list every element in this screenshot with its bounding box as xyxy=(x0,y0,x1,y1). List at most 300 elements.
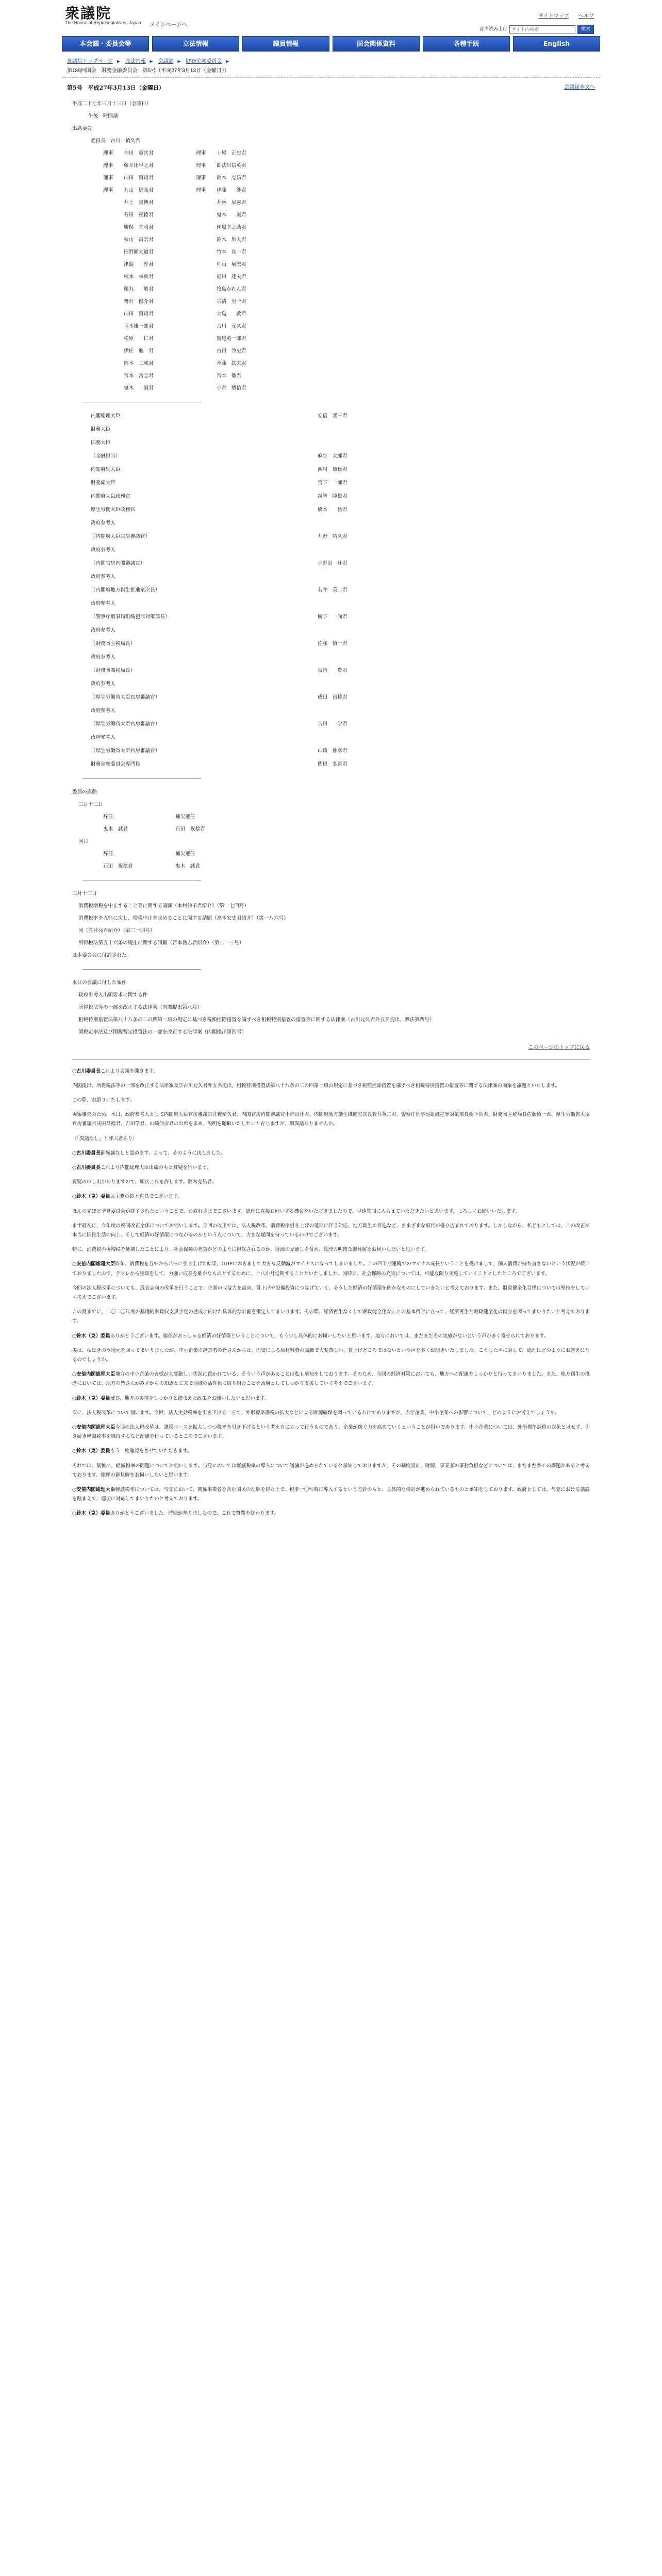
member-role xyxy=(196,246,217,259)
member-role xyxy=(196,358,217,370)
member-role xyxy=(103,234,124,246)
member-role xyxy=(196,333,217,345)
speaker-name: ○鈴木（克）委員 xyxy=(72,1333,110,1339)
attendee-name xyxy=(318,436,379,450)
attendee-name xyxy=(318,570,379,584)
member-role: 理事 xyxy=(196,188,206,193)
government-row xyxy=(72,584,590,597)
member-role xyxy=(103,320,124,333)
government-row xyxy=(72,503,590,517)
member-name: 宮本 岳志君 xyxy=(124,373,154,379)
section-divider xyxy=(82,778,201,779)
attendee-position: （内閣府大臣官房審議官） xyxy=(91,534,151,539)
member-name: 福田 達夫君 xyxy=(217,274,246,280)
breadcrumb-top[interactable]: 衆議院トップページ xyxy=(67,59,113,64)
government-row xyxy=(72,423,590,436)
member-role xyxy=(103,246,124,259)
member-role xyxy=(196,320,217,333)
attendee-name: 山崎 伸彦君 xyxy=(318,748,347,754)
change-resigned-label: 辞任 xyxy=(103,851,113,857)
government-row xyxy=(72,611,590,624)
member-name: 藤井比早之君 xyxy=(124,163,154,168)
attendee-position: 政府参考人 xyxy=(91,735,115,740)
member-role xyxy=(103,382,124,395)
member-name: 竹本 直一君 xyxy=(217,249,246,255)
member-name: 玉木雄一郎君 xyxy=(124,324,154,329)
government-row xyxy=(72,718,590,731)
speech-paragraph xyxy=(72,1192,590,1201)
agenda-item: 関税定率法及び関税暫定措置法の一部を改正する法律案（内閣提出第四号） xyxy=(78,1029,247,1035)
attendee-position: （財務省関税局長） xyxy=(91,668,136,673)
speech-text: それでは、最後に、軽減税率の問題についてお伺いします。与党においては軽減税率の導入について議論が進められていると承知しておりますが、その制度設計、財源、事業者の事務負担などについては、まだまだ多くの課題があると考えております。総理の御見解をお伺いしたいと思います。 xyxy=(72,1463,590,1478)
referred-tail: は本委員会に付託された。 xyxy=(72,953,132,958)
breadcrumb-arrow-icon: ▸ xyxy=(177,59,180,64)
attendee-name: 宮内 豊君 xyxy=(318,668,347,673)
change-substitute-name: 鬼木 誠君 xyxy=(175,863,200,869)
speech-paragraph xyxy=(72,1149,590,1158)
committee-row xyxy=(72,184,590,197)
speech-text: ほんの先ほど予算委員会が終了されたということで、お疲れさまでございます。総理に直接お伺いする機会をいただきましたので、早速質問に入らせていただきたいと思います。よろしくお願いいたします。 xyxy=(72,1208,520,1214)
attendee-name xyxy=(318,731,379,744)
speech-text: まず最初に、今年度の税制改正全体についてお伺いします。今回の改正では、法人税改革、消費税率引き上げの延期に伴う対応、地方創生の推進など、さまざまな項目が盛り込まれております。しかしながら、私どもとしては、この改正が本当に国民生活の向上、そして経済の好循環につながるのかという点について、大きな疑問を持っているわけでございます。 xyxy=(72,1223,590,1238)
member-role xyxy=(196,259,217,271)
member-name: 井上 貴博君 xyxy=(124,200,154,206)
attendee-name: 吉田 学君 xyxy=(318,721,347,727)
attendee-name xyxy=(318,423,379,436)
speech-paragraph xyxy=(72,1370,590,1388)
government-row xyxy=(72,637,590,651)
committee-row xyxy=(72,345,590,358)
member-role xyxy=(103,345,124,358)
committee-row xyxy=(72,320,590,333)
member-role xyxy=(196,234,217,246)
attendee-position: 財務大臣 xyxy=(91,427,111,432)
member-name: 斉藤 鉄夫君 xyxy=(217,361,246,366)
speaker-name: ○古川委員長 xyxy=(72,1164,101,1171)
attendee-name xyxy=(318,544,379,557)
government-row xyxy=(72,490,590,503)
attendee-name: 越智 隆雄君 xyxy=(318,494,347,499)
committee-row xyxy=(72,209,590,222)
speech-paragraph xyxy=(72,1081,590,1091)
member-name: 松原 仁君 xyxy=(124,336,154,342)
nav-materials[interactable]: 国会関係資料 xyxy=(333,36,420,52)
meeting-open-time: 午後一時開議 xyxy=(78,113,118,119)
breadcrumb xyxy=(67,58,233,66)
committee-row xyxy=(72,160,590,172)
member-name: 丸山 穂高君 xyxy=(124,188,154,193)
speech-text: 今回の法人税改革は、課税ベースを拡大しつつ税率を引き下げるという考え方に立って行うものであり、企業が稼ぐ力を高めていくということが狙いであります。中小企業については、外形標準課税の対象とはせず、引き続き軽減税率を維持するなど配慮を行っているところでございます。 xyxy=(72,1424,590,1440)
member-role xyxy=(103,283,124,296)
speech-paragraph xyxy=(72,1447,590,1456)
attendee-position: 政府参考人 xyxy=(91,654,115,660)
member-role: 理事 xyxy=(103,188,113,193)
attendee-name xyxy=(318,651,379,664)
member-role xyxy=(103,308,124,320)
speaker-name: ○安倍内閣総理大臣 xyxy=(72,1371,115,1378)
speech-paragraph xyxy=(72,1409,590,1418)
agenda-heading: 本日の会議に付した案件 xyxy=(72,980,127,986)
member-role xyxy=(103,259,124,271)
change-date: 同日 xyxy=(78,839,89,844)
change-substitute-label: 補欠選任 xyxy=(175,814,195,820)
government-row xyxy=(72,570,590,584)
committee-row xyxy=(72,271,590,283)
attendee-name xyxy=(318,677,379,691)
speech-paragraph xyxy=(72,1067,590,1076)
member-name: 伊藤 渉君 xyxy=(217,188,246,193)
committee-row xyxy=(72,296,590,308)
attendee-position: 財務副大臣 xyxy=(91,480,115,486)
member-role xyxy=(103,333,124,345)
petition-item: 消費税増税を中止すること等に関する請願（本村伸子君紹介）（第一七四号） xyxy=(78,903,249,909)
committee-row xyxy=(72,246,590,259)
nav-members[interactable]: 議員情報 xyxy=(242,36,329,52)
change-names xyxy=(72,823,590,836)
member-name: 宗清 皇一君 xyxy=(217,299,246,304)
attendee-name: 佐藤 慎一君 xyxy=(318,641,347,647)
attendee-position: 政府参考人 xyxy=(91,520,115,526)
petition-item: 同（笠井亮君紹介）（第二一四号） xyxy=(78,928,155,934)
government-row xyxy=(72,436,590,450)
issue-title: 第5号 平成27年3月13日（金曜日） xyxy=(67,84,164,91)
referred-date: 三月十二日 xyxy=(72,891,97,896)
speech-paragraph xyxy=(72,1394,590,1403)
speech-text: ありがとうございました。時間が参りましたので、これで質問を終わります。 xyxy=(110,1511,279,1517)
attendee-position: 政府参考人 xyxy=(91,708,115,714)
member-role xyxy=(196,271,217,283)
sitemap-link[interactable]: サイトマップ xyxy=(538,13,569,19)
nav-plenary[interactable]: 本会議・委員会等 xyxy=(62,36,149,52)
speaker-name: ○鈴木（克）委員 xyxy=(72,1194,110,1200)
attendee-position: 内閣総理大臣 xyxy=(91,413,121,419)
site-logo-english: The House of Representatives, Japan xyxy=(65,20,141,25)
government-row xyxy=(72,758,590,771)
member-role: 理事 xyxy=(103,175,113,181)
member-name: 宮本 徹君 xyxy=(217,373,241,379)
member-name: 鷲尾英一郎君 xyxy=(217,336,246,342)
breadcrumb-legislation[interactable]: 立法情報 xyxy=(125,59,146,64)
government-row xyxy=(72,463,590,477)
attendee-name xyxy=(318,517,379,530)
member-role: 理事 xyxy=(196,163,206,168)
member-changes xyxy=(72,799,590,873)
attendee-name: 関根 弘喜君 xyxy=(318,761,347,767)
speaker-name: ○鈴木（克）委員 xyxy=(72,1395,110,1401)
attendee-name xyxy=(318,704,379,718)
government-row xyxy=(72,691,590,704)
petition-item: 消費税率を五％に戻し、増税中止を求めることに関する請願（高本宏史君紹介）（第一八六号） xyxy=(78,916,289,921)
nav-legislation[interactable]: 立法情報 xyxy=(152,36,239,52)
speaker-name: ○安倍内閣総理大臣 xyxy=(72,1424,115,1430)
attendee-position: （厚生労働省大臣官房審議官） xyxy=(91,694,160,700)
speech-text: 次に、法人税改革について伺います。今回、法人実効税率を引き下げる一方で、外形標準課税の拡大などによる財源確保を図っているわけでありますが、赤字企業、中小企業への影響について、どのようにお考えでしょうか。 xyxy=(72,1410,560,1416)
attendee-name: 安倍 晋三君 xyxy=(318,413,347,419)
change-substitute-label: 補欠選任 xyxy=(175,851,195,857)
member-role xyxy=(103,209,124,222)
attendee-name xyxy=(318,624,379,637)
member-name: 伊佐 進一君 xyxy=(124,348,154,354)
member-role xyxy=(196,222,217,234)
breadcrumb-arrow-icon: ▸ xyxy=(226,59,229,64)
section-divider xyxy=(72,1059,590,1060)
member-name: 大島 敦君 xyxy=(217,311,246,317)
attendee-position: 財務金融委員会専門員 xyxy=(91,761,140,767)
voice-reading-label[interactable]: 音声読み上げ xyxy=(479,26,507,31)
attendee-name: 宮下 一郎君 xyxy=(318,480,347,486)
speech-paragraph xyxy=(72,1509,590,1518)
attendee-position: 政府参考人 xyxy=(91,681,115,687)
member-name: 鈴木 克昌君 xyxy=(217,175,246,181)
attendee-position: （厚生労働省大臣官房審議官） xyxy=(91,748,160,754)
government-row xyxy=(72,624,590,637)
attending-members-heading: 出席委員 xyxy=(72,126,92,131)
attendee-name: 若井 英二君 xyxy=(318,587,347,593)
committee-members xyxy=(72,147,590,395)
search-button[interactable]: 検索 xyxy=(577,25,594,34)
government-row xyxy=(72,597,590,611)
member-role: 理事 xyxy=(196,150,206,156)
speech-text: 質疑の申し出がありますので、順次これを許します。鈴木克昌君。 xyxy=(72,1179,217,1185)
member-role: 理事 xyxy=(196,175,206,181)
speech-paragraph xyxy=(72,1222,590,1240)
petition-item: 所得税法第五十六条の廃止に関する請願（宮本岳志君紹介）（第二一三号） xyxy=(78,940,244,946)
speech-paragraph xyxy=(72,1134,590,1144)
government-row xyxy=(72,544,590,557)
attendee-position: 内閣府大臣政務官 xyxy=(91,494,130,499)
speech-text: ぜひ、地方の実情をしっかりと踏まえた政策をお願いしたいと思います。 xyxy=(110,1395,270,1401)
committee-row xyxy=(72,172,590,184)
attendee-name: 西村 康稔君 xyxy=(318,467,347,472)
member-name: 御法川信英君 xyxy=(217,163,246,168)
speech-text: これより内閣総理大臣出席のもと質疑を行います。 xyxy=(101,1164,211,1171)
attendee-position: （警察庁刑事局組織犯罪対策部長） xyxy=(91,614,170,620)
speaker-name: ○安倍内閣総理大臣 xyxy=(72,1261,115,1267)
committee-row xyxy=(72,222,590,234)
government-row xyxy=(72,517,590,530)
member-name: 岡本 三成君 xyxy=(124,361,154,366)
change-header xyxy=(72,811,590,823)
member-changes-heading: 委員の異動 xyxy=(72,789,97,795)
government-attendees xyxy=(72,410,590,771)
speech-text: 両案審査のため、本日、政府参考人として内閣府大臣官房審議官井野靖久君、内閣官房内閣審議官小野田壮君、内閣府地方創生推進室次長若井英二君、警察庁刑事局組織犯罪対策部長樹下尚君、財務省主税局長佐藤慎一君、厚生労働省大臣官房審議官成田昌稔君、吉田学君、山崎伸彦君の出席を求め、説明を聴取いたしたいと存じますが、御異議ありませんか。 xyxy=(72,1112,590,1127)
attendee-position: 内閣府副大臣 xyxy=(91,467,121,472)
speech-text: これより会議を開きます。 xyxy=(101,1068,158,1074)
committee-row xyxy=(72,147,590,160)
committee-row xyxy=(72,234,590,246)
member-name: 土屋 正忠君 xyxy=(217,150,246,156)
speaker-name: ○鈴木（克）委員 xyxy=(72,1511,110,1517)
speech-text: この際、お諮りいたします。 xyxy=(72,1097,135,1103)
attendee-position: （金融担当） xyxy=(91,453,121,459)
member-role xyxy=(196,197,217,209)
breadcrumb-committee[interactable]: 財務金融委員会 xyxy=(186,59,222,64)
attendee-name xyxy=(318,597,379,611)
minutes-body xyxy=(72,98,590,1524)
member-role: 理事 xyxy=(103,150,113,156)
help-link[interactable]: ヘルプ xyxy=(578,13,594,19)
government-row xyxy=(72,744,590,758)
member-role xyxy=(196,296,217,308)
agenda-item: 政府参考人出頭要求に関する件 xyxy=(78,992,148,998)
search-input[interactable] xyxy=(509,25,575,33)
speech-paragraph xyxy=(72,1207,590,1216)
change-resigned-name: 鬼木 誠君 xyxy=(103,826,128,832)
member-name: 勝俣 孝明君 xyxy=(124,225,154,230)
attendee-name: 井野 靖久君 xyxy=(318,534,347,539)
attendee-position: 政府参考人 xyxy=(91,547,115,553)
member-role: 理事 xyxy=(103,163,113,168)
section-divider xyxy=(82,969,201,970)
attendee-position: （厚生労働省大臣官房審議官） xyxy=(91,721,160,727)
speech-text: 昨年、消費税を五％から八％に引き上げた結果、GDPにおきまして大きな反動減がマイナスになってしまいました。この四半期連続でのマイナス成長ということを受けまして、個人消費が持ち直さないという状況が続いておりましたので、デフレから脱却をして、力強い成長を確かなものとするために、十八か月延期することといたしました。同時に、社会保障の充実については、可能な限り実施していくこととしたところでございます。 xyxy=(72,1261,590,1277)
attendee-position: 政府参考人 xyxy=(91,628,115,633)
breadcrumb-arrow-icon: ▸ xyxy=(117,59,120,64)
member-name: 中山 展宏君 xyxy=(217,262,246,267)
attendee-position: 国務大臣 xyxy=(91,440,111,446)
change-resigned-label: 辞任 xyxy=(103,814,113,820)
speech-paragraph xyxy=(72,1308,590,1326)
speech-paragraph xyxy=(72,1245,590,1255)
government-row xyxy=(72,731,590,744)
attendee-name: 麻生 太郎君 xyxy=(318,453,347,459)
speech-text: 特に、消費税の再増税を延期したことにより、社会保障の充実がどのように担保されるのか。財源の見通しを含め、総理の明確な御見解をお伺いしたいと思います。 xyxy=(72,1247,429,1253)
speech-text: この夏までに、二〇二〇年度の基礎的財政収支黒字化の達成に向けた具体的な計画を策定してまいります。その際、経済再生なくして財政健全化なしとの基本哲学に立って、経済再生と財政健全化の両立を図ってまいりたいと考えております。 xyxy=(72,1309,590,1325)
speech-text: 地方の中小企業の皆様が大変厳しい状況に置かれている、そういう声があることは私も承知をしております。そのため、今回の経済対策においても、地方への配慮をしっかりと行ってまいりました。また、地方創生の推進においては、地方の皆さんがみずからの知恵と工夫で地域の活性化に取り組むことを政府としてしっかり支援していく考えでございます。 xyxy=(72,1371,590,1387)
member-role xyxy=(103,222,124,234)
change-header xyxy=(72,848,590,860)
committee-row xyxy=(72,370,590,382)
member-name: 鈴木 隼人君 xyxy=(217,237,246,243)
speech-text: 〔「異議なし」と呼ぶ者あり〕 xyxy=(72,1136,138,1142)
committee-row xyxy=(72,333,590,345)
member-name: 鬼木 誠君 xyxy=(124,385,154,391)
speech-paragraph xyxy=(72,1462,590,1480)
main-page-link[interactable]: メインページへ xyxy=(150,22,188,28)
agenda-item: 所得税法等の一部を改正する法律案（内閣提出第八号） xyxy=(78,1005,202,1010)
member-role xyxy=(103,296,124,308)
member-name: 田野瀬太道君 xyxy=(124,249,154,255)
government-row xyxy=(72,450,590,463)
change-resigned-name: 石田 祝稔君 xyxy=(103,863,133,869)
member-name: 山田 賢司君 xyxy=(124,175,154,181)
agenda-item: 租税特別措置法第八十八条の二の四第一項の規定に基づき税額控除措置を講ずべき租税特別措置の措置等に関する法律案（古川元久君外五名提出、衆法第四号） xyxy=(78,1017,435,1023)
speech-text: ありがとうございます。総理がおっしゃる経済の好循環ということについて、もう少し具体的にお伺いしたいと思います。地方においては、まだまだその実感がないという声が多く寄せられております。 xyxy=(110,1333,549,1339)
minutes-body-link[interactable]: 会議録本文へ xyxy=(564,84,595,90)
speech-paragraph xyxy=(72,1485,590,1504)
breadcrumb-minutes[interactable]: 会議録 xyxy=(158,59,174,64)
member-role xyxy=(196,308,217,320)
member-name: 秋山 昌宏君 xyxy=(124,237,154,243)
speaker-name: ○古川委員長 xyxy=(72,1150,101,1156)
member-name: 根本 幸典君 xyxy=(124,274,154,280)
site-logo[interactable]: 衆議院 xyxy=(65,5,112,22)
speech-paragraph xyxy=(72,1332,590,1341)
speech-text: 民主党の鈴木克昌でございます。 xyxy=(110,1194,183,1200)
attendee-name: 成田 昌稔君 xyxy=(318,694,347,700)
speech-paragraph xyxy=(72,1163,590,1173)
member-role xyxy=(196,345,217,358)
speech-text: 御異議なしと認めます。よって、そのように決しました。 xyxy=(101,1150,226,1156)
member-role xyxy=(103,370,124,382)
committee-row xyxy=(72,382,590,395)
nav-procedures[interactable]: 各種手続 xyxy=(423,36,510,52)
referred-petitions xyxy=(72,900,590,950)
speaker-name: ○安倍内閣総理大臣 xyxy=(72,1487,115,1493)
member-name: 井林 辰憲君 xyxy=(217,200,246,206)
member-role xyxy=(196,283,217,296)
attendee-name: 小野田 壮君 xyxy=(318,561,347,566)
nav-english[interactable]: English xyxy=(513,36,600,52)
member-name: 古田 啓史君 xyxy=(217,348,246,354)
government-row xyxy=(72,530,590,544)
breadcrumb-arrow-icon: ▸ xyxy=(150,59,153,64)
government-row xyxy=(72,677,590,691)
speaker-name: ○古川委員長 xyxy=(72,1068,101,1074)
attendee-position: 政府参考人 xyxy=(91,601,115,606)
meeting-date: 平成二十七年三月十三日（金曜日） xyxy=(72,101,152,107)
committee-row xyxy=(72,308,590,320)
back-to-top-link[interactable]: このページのトップに戻る xyxy=(528,1045,590,1050)
member-name: 石田 祝稔君 xyxy=(124,212,154,218)
member-name: 務台 俊介君 xyxy=(124,299,154,304)
government-row xyxy=(72,664,590,677)
member-role xyxy=(103,358,124,370)
attendee-position: （内閣府地方創生推進室次長） xyxy=(91,587,160,593)
speech-text: 軽減税率については、与党において、関係事業者を含む国民の理解を得た上で、税率一〇％時に導入するという方針のもと、具体的な検討が進められているものと承知をしております。政府としては、与党における議論を踏まえて、適切に対応してまいりたいと考えております。 xyxy=(72,1487,590,1502)
government-row xyxy=(72,704,590,718)
member-name: 古川 元久君 xyxy=(217,324,246,329)
session-line: 第189回国会 財務金融委員会 第5号（平成27年3月13日（金曜日）） xyxy=(67,68,230,74)
speech-paragraph xyxy=(72,1346,590,1365)
attendee-name: 橋本 岳君 xyxy=(318,507,347,513)
government-row xyxy=(72,410,590,423)
member-name: 鬼木 誠君 xyxy=(217,212,246,218)
search-area xyxy=(479,25,594,34)
committee-row xyxy=(72,283,590,296)
member-name: 小倉 將信君 xyxy=(217,385,246,391)
member-name: 藤丸 敏君 xyxy=(124,286,154,292)
agenda-list xyxy=(72,989,590,1039)
change-date: 三月十三日 xyxy=(78,802,103,807)
member-role xyxy=(103,271,124,283)
speech-paragraph xyxy=(72,1096,590,1105)
speech-paragraph xyxy=(72,1110,590,1129)
top-links xyxy=(530,12,594,21)
main-nav xyxy=(62,36,600,52)
attendee-position: 厚生労働大臣政務官 xyxy=(91,507,136,513)
speech-text: もう一度確認をさせていただきます。 xyxy=(110,1448,192,1454)
member-name: 牧島かれん君 xyxy=(217,286,246,292)
member-role xyxy=(103,197,124,209)
member-role xyxy=(196,370,217,382)
member-name: 神田 憲次君 xyxy=(124,150,154,156)
member-role xyxy=(196,382,217,395)
speech-paragraph xyxy=(72,1178,590,1187)
speaker-name: ○鈴木（克）委員 xyxy=(72,1448,110,1454)
speech-text: 実は、私はきのう地元を回ってまいりましたが、中小企業の経営者の皆さんからは、円安による原材料費の高騰で大変苦しい、賃上げどころではないという声を多くお聞きいたしました。こうした声に対して、総理はどのようにお答えになるのでしょうか。 xyxy=(72,1347,590,1363)
site-header xyxy=(62,0,600,77)
attendee-name: 樹下 尚君 xyxy=(318,614,347,620)
committee-row xyxy=(72,197,590,209)
committee-chair: 委員長 古川 禎久君 xyxy=(91,138,140,144)
committee-row xyxy=(72,358,590,370)
speech-text: 今回の法人税改革についても、成長志向の改革を行うことで、企業の収益力を高め、賃上げや設備投資につなげていく、そうした経済の好循環を確かなものにしていきたいと考えております。また、財政健全化目標については堅持をしていく考えでございます。 xyxy=(72,1285,590,1300)
government-row xyxy=(72,557,590,570)
attendee-position: （財務省主税局長） xyxy=(91,641,136,647)
member-name: 國場幸之助君 xyxy=(217,225,246,230)
header-divider xyxy=(62,77,600,78)
